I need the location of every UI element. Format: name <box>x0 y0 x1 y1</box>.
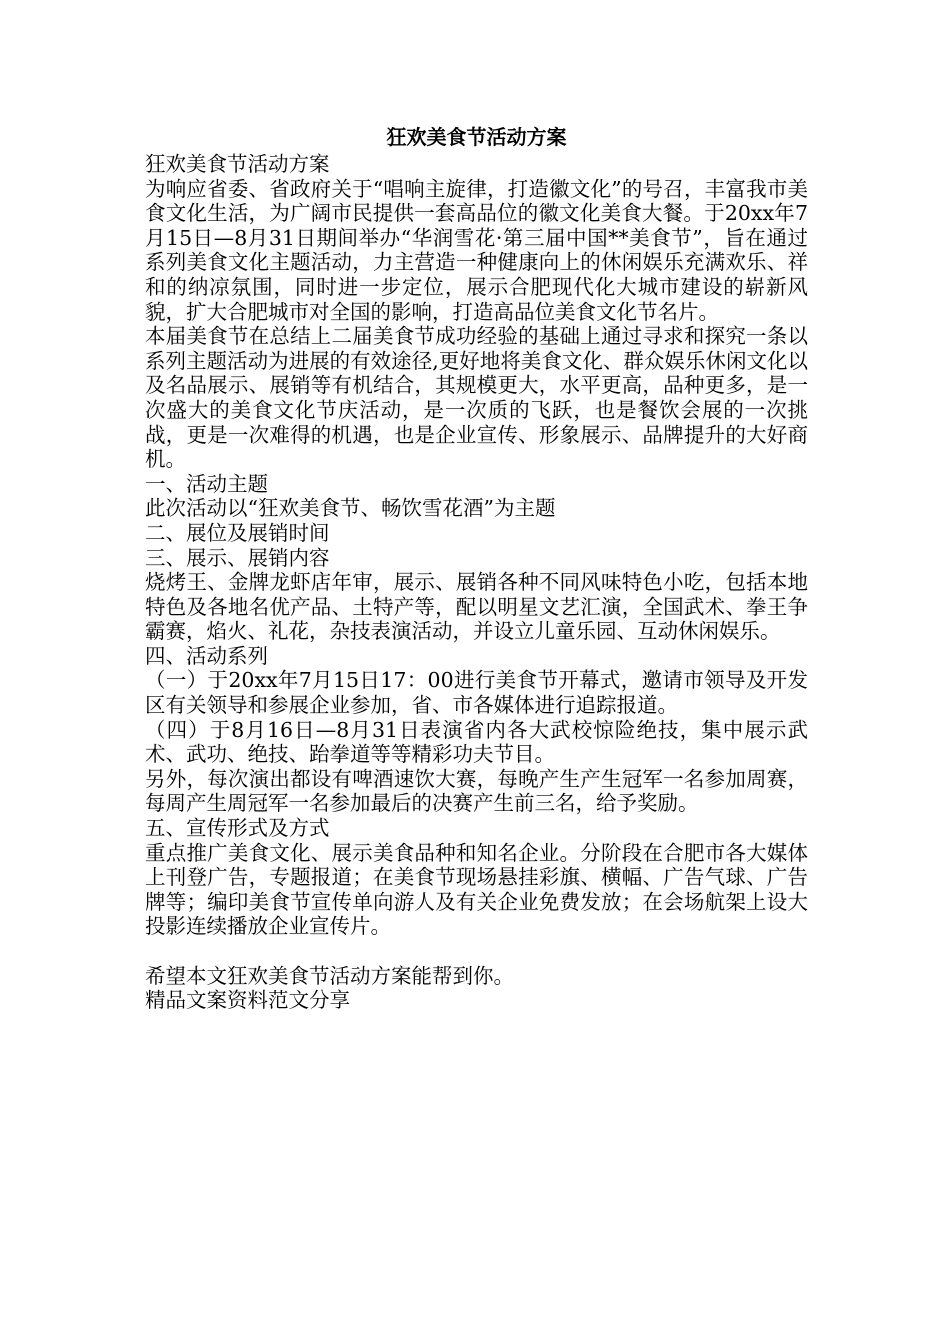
background-paragraph: 本届美食节在总结上二届美食节成功经验的基础上通过寻求和探究一条以系列主题活动为进展的有效途径,更好地将美食文化、群众娱乐休闲文化以及名品展示、展销等有机结合，其规模更大，水平更高，品种更多，是一次盛大的美食文化节庆活动，是一次质的飞跃，也是餐饮会展的一次挑战，更是一次难得的机遇，也是企业宣传、形象展示、品牌提升的大好商机。 <box>145 324 808 472</box>
series-item-4: （四）于8月16日—8月31日表演省内各大武校惊险绝技，集中展示武术、武功、绝技、跆拳道等等精彩功夫节目。 <box>145 717 808 767</box>
footer-line: 精品文案资料范文分享 <box>145 988 350 1013</box>
content-paragraph: 烧烤王、金牌龙虾店年审，展示、展销各种不同风味特色小吃，包括本地特色及各地名优产品、土特产等，配以明星文艺汇演，全国武术、拳王争霸赛，焰火、礼花，杂技表演活动，并设立儿童乐园、互动休闲娱乐。 <box>145 570 808 644</box>
section-heading-series: 四、活动系列 <box>145 643 268 668</box>
section-heading-time: 二、展位及展销时间 <box>145 520 330 545</box>
subtitle-line: 狂欢美食节活动方案 <box>145 152 330 176</box>
section-heading-promotion: 五、宣传形式及方式 <box>145 816 330 841</box>
document-page <box>145 122 808 1013</box>
document-title: 狂欢美食节活动方案 <box>386 125 567 149</box>
section-heading-theme: 一、活动主题 <box>145 471 268 496</box>
section-heading-content: 三、展示、展销内容 <box>145 545 330 570</box>
promotion-paragraph: 重点推广美食文化、展示美食品种和知名企业。分阶段在合肥市各大媒体上刊登广告，专题报道；在美食节现场悬挂彩旗、横幅、广告气球、广告牌等；编印美食节宣传单向游人及有关企业免费发放；在会场航架上设大投影连续播放企业宣传片。 <box>145 840 808 939</box>
closing-line: 希望本文狂欢美食节活动方案能帮到你。 <box>145 963 514 988</box>
series-item-1: （一）于20xx年7月15日17：00进行美食节开幕式，邀请市领导及开发区有关领导和参展企业参加，省、市各媒体进行追踪报道。 <box>145 668 808 718</box>
intro-paragraph: 为响应省委、省政府关于“唱响主旋律，打造徽文化”的号召，丰富我市美食文化生活，为广阔市民提供一套高品位的徽文化美食大餐。于20xx年7月15日—8月31日期间举办“华润雪花·第三届中国**美食节”，旨在通过系列美食文化主题活动，力主营造一种健康向上的休闲娱乐充满欢乐、祥和的纳凉氛围，同时进一步定位，展示合肥现代化大城市建设的崭新风貌，扩大合肥城市对全国的影响，打造高品位美食文化节名片。 <box>145 176 808 324</box>
series-extra-paragraph: 另外，每次演出都设有啤酒速饮大赛，每晚产生产生冠军一名参加周赛，每周产生周冠军一名参加最后的决赛产生前三名，给予奖励。 <box>145 766 808 816</box>
theme-paragraph: 此次活动以“狂欢美食节、畅饮雪花酒”为主题 <box>145 496 556 521</box>
blank-line <box>145 939 808 964</box>
